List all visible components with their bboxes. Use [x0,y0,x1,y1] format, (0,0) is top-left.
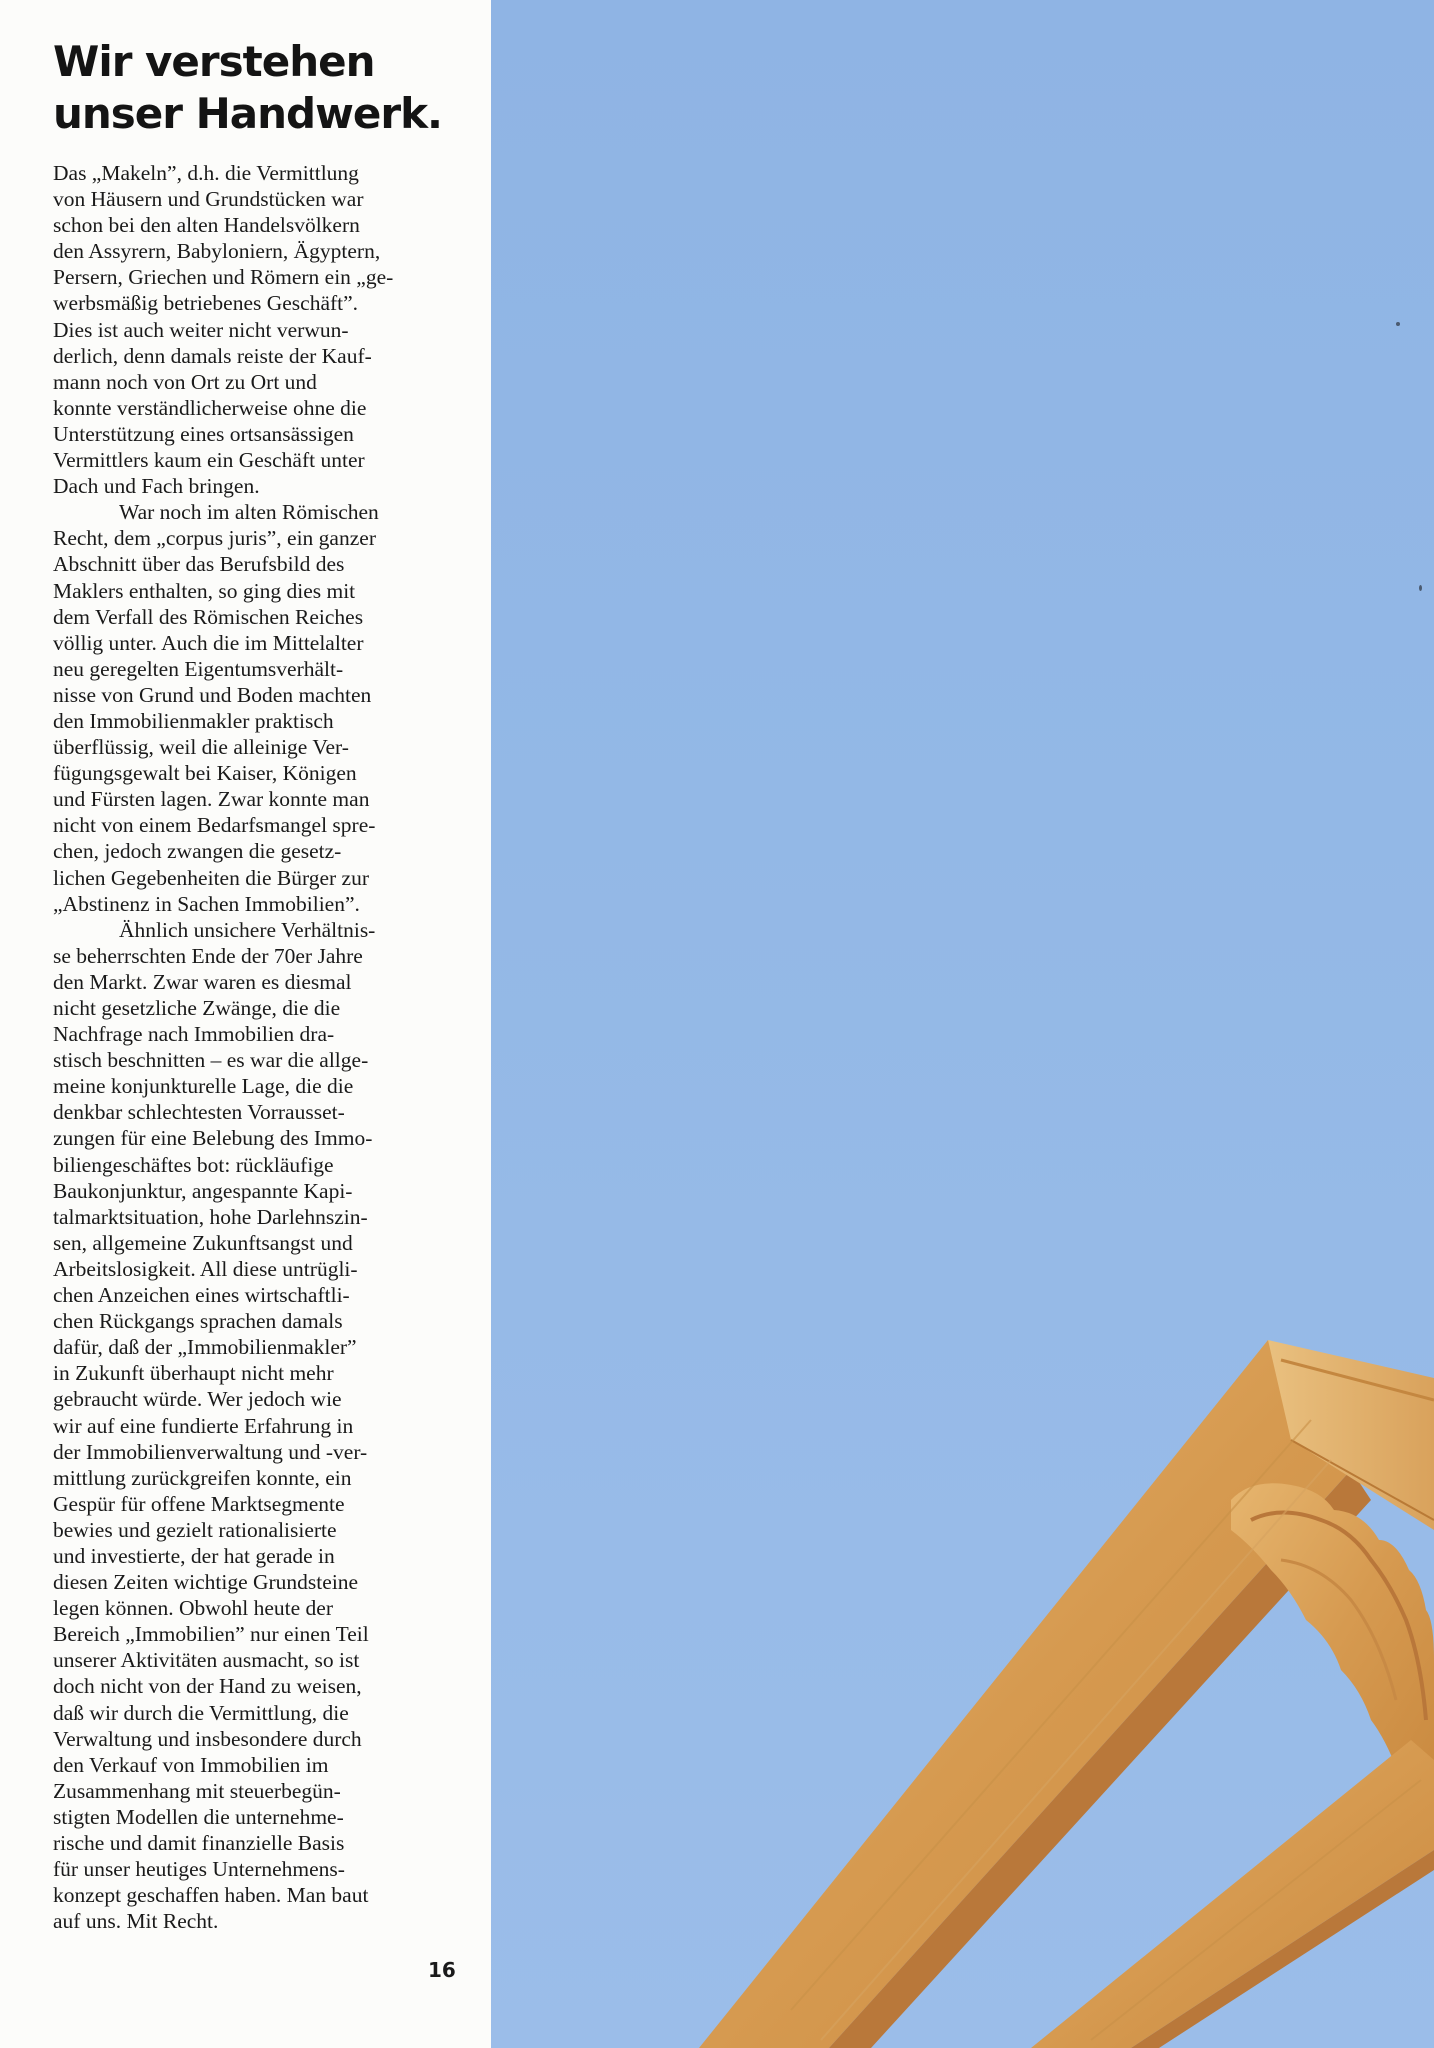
article-line: völlig unter. Auch die im Mittelalter [53,630,364,655]
article-line: nicht gesetzliche Zwänge, die die [53,996,341,1020]
article-line: se beherrschten Ende der 70er Jahre [53,943,363,968]
article-line: der Immobilienverwaltung und -ver- [53,1439,368,1464]
article-line: den Verkauf von Immobilien im [53,1752,329,1777]
text-column [0,0,491,2048]
article-line: Maklers enthalten, so ging dies mit [53,578,356,603]
article-line: Vermittlers kaum ein Geschäft unter [53,448,365,473]
article-line: chen Anzeichen eines wirtschaftli- [53,1283,350,1308]
article-line: Zusammenhang mit steuerbegün- [53,1778,341,1803]
dust-speck [1396,322,1400,326]
article-line: zungen für eine Belebung des Immo- [53,1126,373,1151]
article-line: auf uns. Mit Recht. [53,1909,219,1934]
article-line: überflüssig, weil die alleinige Ver- [53,735,349,760]
article-line: schon bei den alten Handelsvölkern [53,213,360,238]
article-line: legen können. Obwohl heute der [53,1596,334,1621]
article-line: in Zukunft überhaupt nicht mehr [53,1361,334,1386]
article-line: talmarktsituation, hohe Darlehnszin- [53,1204,368,1229]
article-line: konnte verständlicherweise ohne die [53,395,367,420]
article-line: denkbar schlechtesten Vorrausset- [53,1100,345,1125]
article-line: doch nicht von der Hand zu weisen, [53,1674,362,1699]
article-line: „Abstinenz in Sachen Immobilien”. [53,891,360,916]
article-line: War noch im alten Römischen [119,500,379,525]
article-line: Verwaltung und insbesondere durch [53,1726,362,1751]
article-line: Gespür für offene Marktsegmente [53,1491,345,1516]
article-line: den Markt. Zwar waren es diesmal [53,969,352,994]
article-line: gebraucht würde. Wer jedoch wie [53,1387,342,1412]
roof-truss-illustration [491,0,1434,2048]
page-number: 16 [428,1958,456,1982]
article-line: mittlung zurückgreifen konnte, ein [53,1465,352,1490]
article-line: derlich, denn damals reiste der Kauf- [53,343,372,368]
article-line: für unser heutiges Unternehmens- [53,1857,345,1882]
article-line: biliengeschäftes bot: rückläufige [53,1152,334,1177]
article-line: lichen Gegebenheiten die Bürger zur [53,865,370,890]
article-line: Ähnlich unsichere Verhältnis- [119,917,376,942]
article-line: nicht von einem Bedarfsmangel spre- [53,813,376,838]
article-line: Dach und Fach bringen. [53,474,260,499]
article-line: Dies ist auch weiter nicht verwun- [53,317,349,342]
article-line: Unterstützung eines ortsansässigen [53,421,354,446]
article-line: bewies und gezielt rationalisierte [53,1517,337,1542]
article-line: den Assyrern, Babyloniern, Ägyptern, [53,239,381,264]
article-line: Nachfrage nach Immobilien dra- [53,1022,335,1047]
article-line: und investierte, der hat gerade in [53,1543,335,1568]
article-line: Das „Makeln”, d.h. die Vermittlung [53,161,359,185]
article-line: und Fürsten lagen. Zwar konnte man [53,787,370,812]
article-line: konzept geschaffen haben. Man baut [53,1883,369,1908]
article-line: neu geregelten Eigentumsverhält- [53,656,344,681]
article-line: daß wir durch die Vermittlung, die [53,1700,349,1725]
dust-speck [1419,585,1422,591]
article-line: meine konjunkturelle Lage, die die [53,1074,354,1099]
article-line: chen Rückgangs sprachen damals [53,1309,343,1334]
article-line: wir auf eine fundierte Erfahrung in [53,1413,354,1438]
article-line: stisch beschnitten – es war die allge- [53,1048,369,1073]
article-line: mann noch von Ort zu Ort und [53,369,317,394]
article-line: Abschnitt über das Berufsbild des [53,552,345,577]
article-line: nisse von Grund und Boden machten [53,682,372,707]
roof-truss-photo [491,0,1434,2048]
article-line: den Immobilienmakler praktisch [53,708,334,733]
article-line: stigten Modellen die unternehme- [53,1804,344,1829]
article-line: Arbeitslosigkeit. All diese untrügli- [53,1256,358,1281]
article-line: dem Verfall des Römischen Reiches [53,604,364,629]
article-line: fügungsgewalt bei Kaiser, Königen [53,761,357,786]
article-line: sen, allgemeine Zukunftsangst und [53,1230,353,1255]
article-line: rische und damit finanzielle Basis [53,1831,345,1855]
headline [53,36,473,140]
article-line: von Häusern und Grundstücken war [53,187,364,212]
article-line: diesen Zeiten wichtige Grundsteine [53,1570,359,1595]
article-line: werbsmäßig betriebenes Geschäft”. [53,291,359,316]
article-line: Bereich „Immobilien” nur einen Teil [53,1622,369,1647]
article-line: Baukonjunktur, angespannte Kapi- [53,1178,353,1203]
headline-line-1: Wir verstehen [53,37,375,86]
article-line: unserer Aktivitäten ausmacht, so ist [53,1648,360,1673]
article-line: dafür, daß der „Immobilienmakler” [53,1335,357,1360]
article-body [53,160,493,1934]
article-line: chen, jedoch zwangen die gesetz- [53,839,342,864]
article-line: Persern, Griechen und Römern ein „ge- [53,265,394,290]
headline-line-2: unser Handwerk. [53,89,442,138]
article-line: Recht, dem „corpus juris”, ein ganzer [53,526,376,551]
